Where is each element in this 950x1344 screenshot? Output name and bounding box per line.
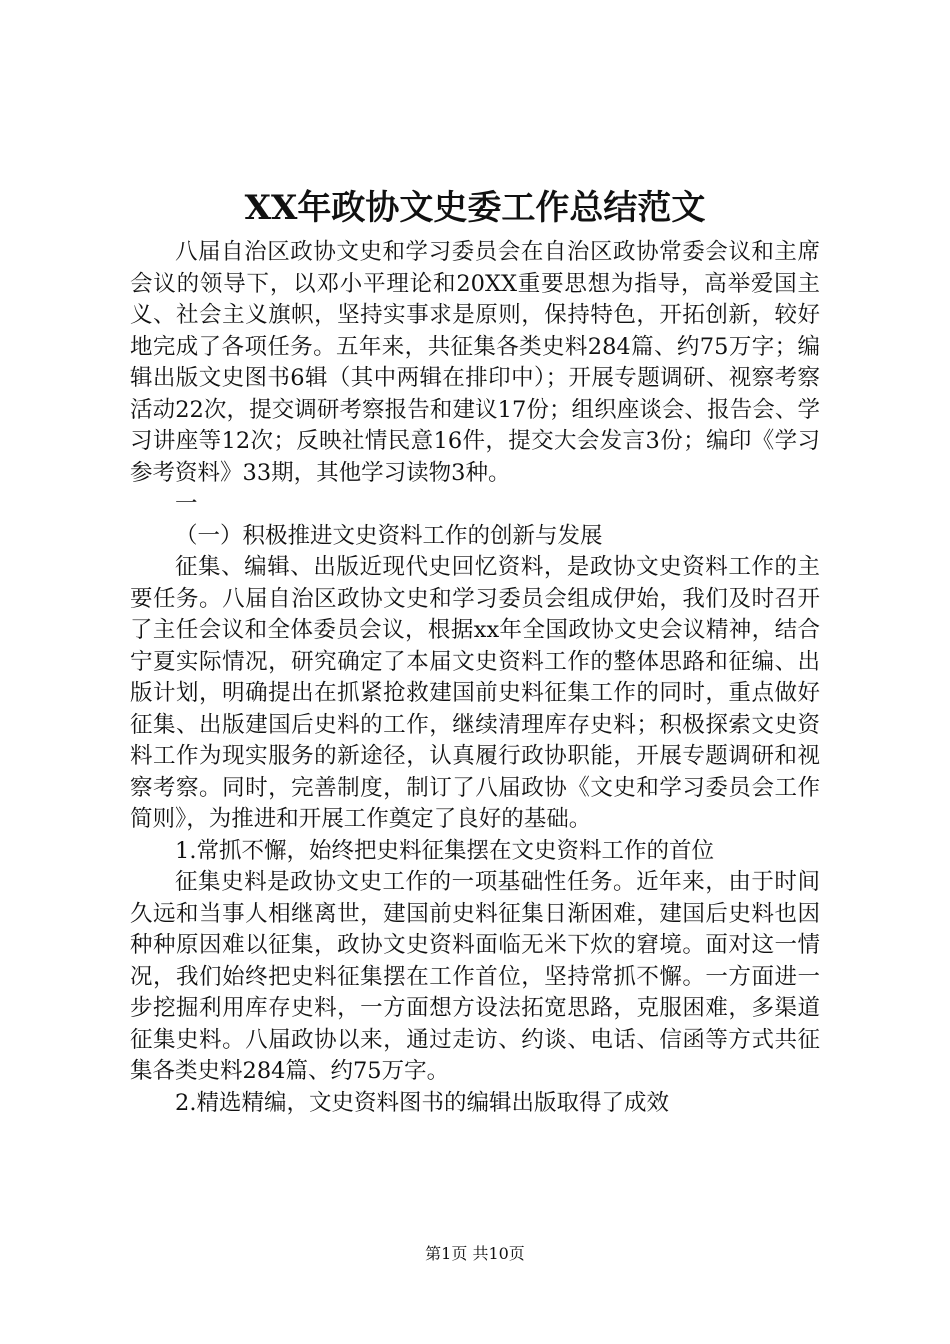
section-paragraph: 征集、编辑、出版近现代史回忆资料，是政协文史资料工作的主要任务。八届自治区政协文史和学习委员会组成伊始，我们及时召开了主任会议和全体委员会议，根据xx年全国政协文史会议精神，结合宁夏实际情况，研究确定了本届文史资料工作的整体思路和征编、出版计划，明确提出在抓紧抢救建国前史料征集工作的同时，重点做好征集、出版建国后史料的工作，继续清理库存史料；积极探索文史资料工作为现实服务的新途径，认真履行政协职能，开展专题调研和视察考察。同时，完善制度，制订了八届政协《文史和学习委员会工作简则》，为推进和开展工作奠定了良好的基础。 bbox=[130, 554, 820, 832]
page-footer: 第1页 共10页 bbox=[425, 1244, 525, 1263]
document-body bbox=[130, 237, 820, 1119]
intro-paragraph: 八届自治区政协文史和学习委员会在自治区政协常委会议和主席会议的领导下，以邓小平理论和20XX重要思想为指导，高举爱国主义、社会主义旗帜，坚持实事求是原则，保持特色，开拓创新，较好地完成了各项任务。五年来，共征集各类史料284篇、约75万字；编辑出版文史图书6辑（其中两辑在排印中）；开展专题调研、视察考察活动22次，提交调研考察报告和建议17份；组织座谈会、报告会、学习讲座等12次；反映社情民意16件，提交大会发言3份；编印《学习参考资料》33期，其他学习读物3种。 bbox=[130, 239, 820, 486]
subsection-heading-1: 1.常抓不懈，始终把史料征集摆在文史资料工作的首位 bbox=[175, 837, 714, 864]
section-heading: （一）积极推进文史资料工作的创新与发展 bbox=[175, 522, 603, 549]
subsection-paragraph-1: 征集史料是政协文史工作的一项基础性任务。近年来，由于时间久远和当事人相继离世，建国前史料征集日渐困难，建国后史料也因种种原因难以征集，政协文史资料面临无米下炊的窘境。面对这一情况，我们始终把史料征集摆在工作首位，坚持常抓不懈。一方面进一步挖掘利用库存史料，一方面想方设法拓宽思路，克服困难，多渠道征集史料。八届政协以来，通过走访、约谈、电话、信函等方式共征集各类史料284篇、约75万字。 bbox=[130, 869, 820, 1084]
section-numeral: 一 bbox=[175, 491, 198, 517]
subsection-heading-2: 2.精选精编，文史资料图书的编辑出版取得了成效 bbox=[175, 1089, 669, 1116]
document-title: XX年政协文史委工作总结范文 bbox=[244, 188, 706, 228]
